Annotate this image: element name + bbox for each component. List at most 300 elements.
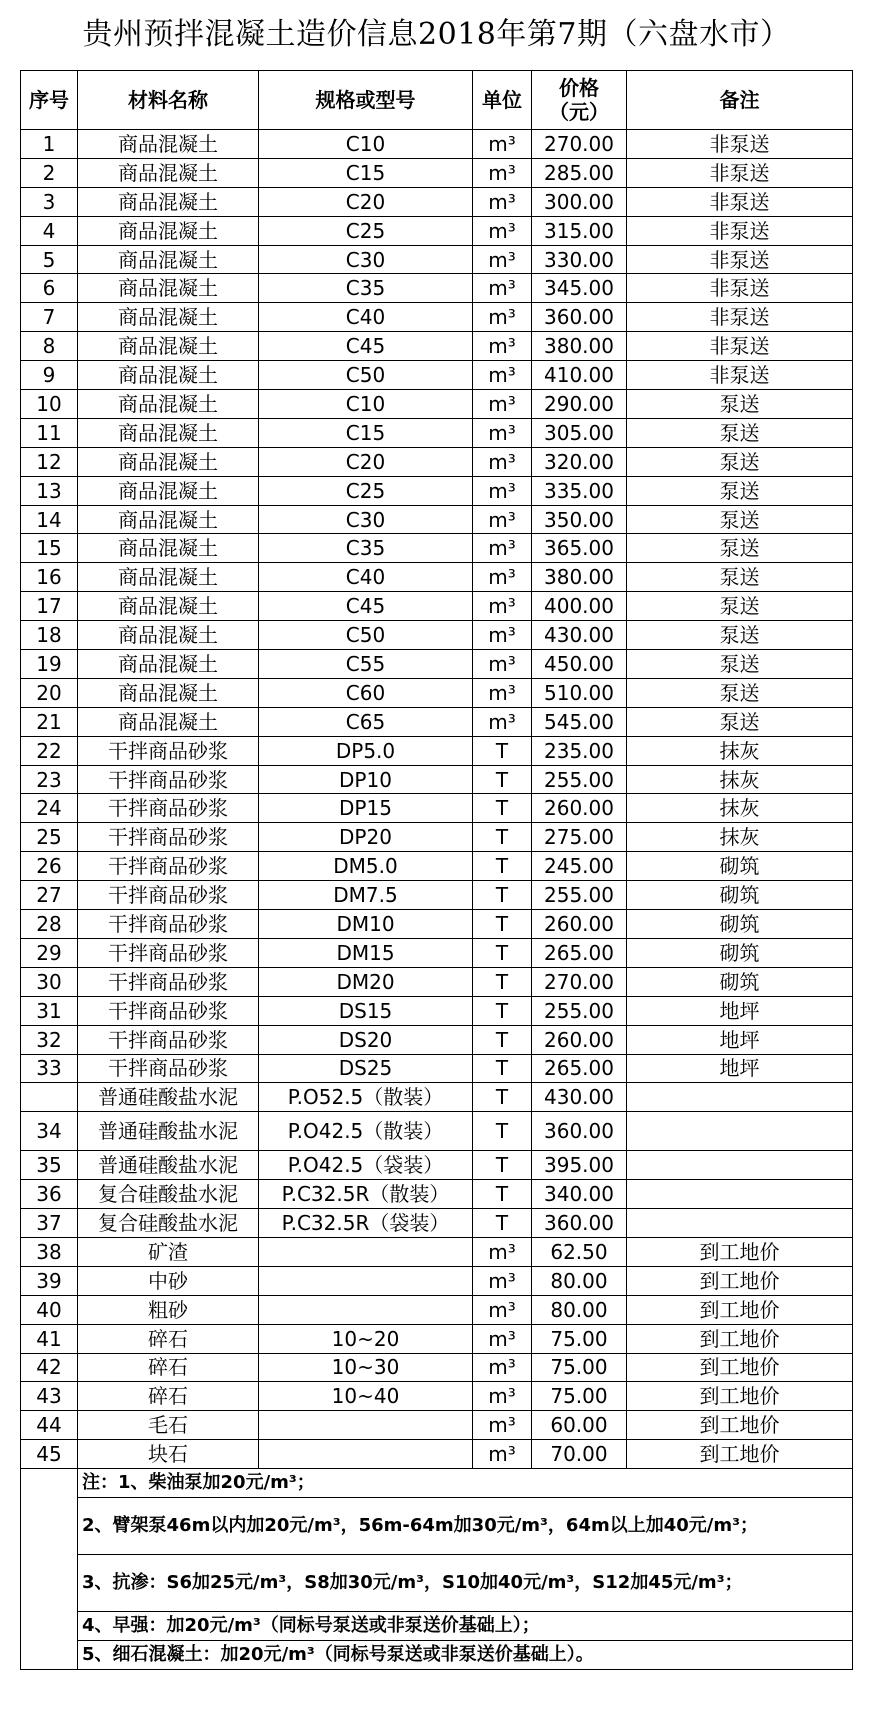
cell-price: 510.00 (532, 678, 627, 707)
cell-seq: 40 (21, 1295, 78, 1324)
cell-seq: 7 (21, 303, 78, 332)
cell-price: 260.00 (532, 910, 627, 939)
table-row (21, 1180, 853, 1209)
cell-unit: m³ (473, 1353, 532, 1382)
price-table (20, 70, 853, 1670)
table-row (21, 650, 853, 679)
cell-price: 305.00 (532, 418, 627, 447)
cell-price: 350.00 (532, 505, 627, 534)
cell-spec: DS25 (259, 1054, 473, 1083)
cell-note: 到工地价 (627, 1411, 853, 1440)
cell-spec: C65 (259, 707, 473, 736)
cell-seq: 31 (21, 996, 78, 1025)
cell-name: 商品混凝土 (78, 390, 259, 419)
cell-price: 410.00 (532, 361, 627, 390)
cell-seq: 15 (21, 534, 78, 563)
table-row (21, 881, 853, 910)
table-row (21, 303, 853, 332)
cell-price: 255.00 (532, 881, 627, 910)
cell-price: 260.00 (532, 794, 627, 823)
cell-seq: 9 (21, 361, 78, 390)
cell-name: 碎石 (78, 1382, 259, 1411)
table-row (21, 707, 853, 736)
table-row (21, 1353, 853, 1382)
cell-price: 265.00 (532, 938, 627, 967)
cell-name: 商品混凝土 (78, 592, 259, 621)
table-row (21, 823, 853, 852)
cell-spec: C25 (259, 216, 473, 245)
cell-name: 商品混凝土 (78, 418, 259, 447)
table-header-row (21, 71, 853, 130)
cell-spec: DS15 (259, 996, 473, 1025)
note-row (21, 1497, 853, 1554)
cell-unit: m³ (473, 1324, 532, 1353)
cell-spec: C35 (259, 274, 473, 303)
table-row (21, 1151, 853, 1180)
table-row (21, 187, 853, 216)
cell-seq: 14 (21, 505, 78, 534)
cell-note: 到工地价 (627, 1324, 853, 1353)
cell-name: 干拌商品砂浆 (78, 996, 259, 1025)
table-row (21, 1324, 853, 1353)
cell-unit: m³ (473, 216, 532, 245)
cell-note: 泵送 (627, 418, 853, 447)
cell-name: 商品混凝土 (78, 707, 259, 736)
cell-name: 干拌商品砂浆 (78, 765, 259, 794)
cell-note (627, 1151, 853, 1180)
cell-spec: P.O42.5（散装） (259, 1112, 473, 1151)
cell-seq: 45 (21, 1440, 78, 1469)
cell-seq: 25 (21, 823, 78, 852)
table-row (21, 967, 853, 996)
cell-note: 砌筑 (627, 852, 853, 881)
cell-note: 到工地价 (627, 1266, 853, 1295)
cell-seq: 37 (21, 1209, 78, 1238)
cell-price: 75.00 (532, 1353, 627, 1382)
cell-spec: DP5.0 (259, 736, 473, 765)
cell-seq: 12 (21, 447, 78, 476)
cell-note: 非泵送 (627, 361, 853, 390)
cell-name: 中砂 (78, 1266, 259, 1295)
cell-name: 商品混凝土 (78, 130, 259, 159)
cell-spec: C20 (259, 187, 473, 216)
note-text: 注：1、柴油泵加20元/m³； (78, 1469, 853, 1498)
cell-spec: DM15 (259, 938, 473, 967)
table-row (21, 390, 853, 419)
cell-unit: T (473, 765, 532, 794)
table-row (21, 274, 853, 303)
table-row (21, 418, 853, 447)
cell-name: 商品混凝土 (78, 534, 259, 563)
table-row (21, 1295, 853, 1324)
cell-price: 400.00 (532, 592, 627, 621)
cell-unit: T (473, 1025, 532, 1054)
cell-note: 非泵送 (627, 274, 853, 303)
cell-unit: m³ (473, 650, 532, 679)
cell-price: 345.00 (532, 274, 627, 303)
cell-unit: m³ (473, 332, 532, 361)
cell-unit: m³ (473, 1411, 532, 1440)
cell-unit: m³ (473, 130, 532, 159)
cell-seq: 44 (21, 1411, 78, 1440)
cell-name: 商品混凝土 (78, 332, 259, 361)
cell-note: 抹灰 (627, 736, 853, 765)
cell-spec: DM5.0 (259, 852, 473, 881)
cell-unit: m³ (473, 245, 532, 274)
table-row (21, 852, 853, 881)
cell-spec: C15 (259, 418, 473, 447)
cell-note: 砌筑 (627, 967, 853, 996)
cell-unit: T (473, 823, 532, 852)
cell-note: 砌筑 (627, 910, 853, 939)
cell-unit: m³ (473, 707, 532, 736)
cell-seq: 24 (21, 794, 78, 823)
table-row (21, 996, 853, 1025)
cell-name: 粗砂 (78, 1295, 259, 1324)
cell-name: 干拌商品砂浆 (78, 1025, 259, 1054)
cell-note: 非泵送 (627, 187, 853, 216)
cell-note: 到工地价 (627, 1237, 853, 1266)
cell-name: 商品混凝土 (78, 678, 259, 707)
cell-unit: T (473, 1209, 532, 1238)
cell-note: 到工地价 (627, 1295, 853, 1324)
cell-price: 395.00 (532, 1151, 627, 1180)
cell-price: 75.00 (532, 1382, 627, 1411)
note-spacer (21, 1554, 78, 1611)
table-row (21, 216, 853, 245)
note-text: 5、细石混凝土：加20元/m³（同标号泵送或非泵送价基础上）。 (78, 1640, 853, 1669)
table-row (21, 938, 853, 967)
cell-note: 泵送 (627, 678, 853, 707)
header-price: 价格（元） (532, 71, 627, 130)
table-row (21, 476, 853, 505)
table-row (21, 794, 853, 823)
cell-spec (259, 1237, 473, 1266)
cell-note: 非泵送 (627, 303, 853, 332)
cell-price: 80.00 (532, 1295, 627, 1324)
note-text: 4、早强：加20元/m³（同标号泵送或非泵送价基础上）； (78, 1611, 853, 1640)
header-spec: 规格或型号 (259, 71, 473, 130)
cell-note (627, 1083, 853, 1112)
cell-seq (21, 1083, 78, 1112)
cell-note: 泵送 (627, 650, 853, 679)
cell-name: 复合硅酸盐水泥 (78, 1209, 259, 1238)
cell-price: 360.00 (532, 303, 627, 332)
cell-note: 泵送 (627, 707, 853, 736)
cell-price: 545.00 (532, 707, 627, 736)
cell-name: 干拌商品砂浆 (78, 910, 259, 939)
cell-unit: T (473, 938, 532, 967)
cell-name: 普通硅酸盐水泥 (78, 1083, 259, 1112)
cell-seq: 10 (21, 390, 78, 419)
table-row (21, 736, 853, 765)
cell-price: 365.00 (532, 534, 627, 563)
cell-unit: m³ (473, 678, 532, 707)
cell-price: 450.00 (532, 650, 627, 679)
cell-price: 320.00 (532, 447, 627, 476)
cell-note: 泵送 (627, 563, 853, 592)
table-row (21, 1025, 853, 1054)
cell-spec (259, 1411, 473, 1440)
note-spacer (21, 1611, 78, 1640)
cell-price: 270.00 (532, 130, 627, 159)
cell-note: 抹灰 (627, 765, 853, 794)
cell-note: 非泵送 (627, 245, 853, 274)
cell-seq: 35 (21, 1151, 78, 1180)
cell-seq: 2 (21, 158, 78, 187)
cell-spec: C45 (259, 592, 473, 621)
cell-price: 62.50 (532, 1237, 627, 1266)
cell-price: 270.00 (532, 967, 627, 996)
cell-spec: C15 (259, 158, 473, 187)
cell-spec: P.O52.5（散装） (259, 1083, 473, 1112)
cell-name: 干拌商品砂浆 (78, 736, 259, 765)
cell-unit: T (473, 1083, 532, 1112)
cell-price: 300.00 (532, 187, 627, 216)
cell-name: 商品混凝土 (78, 505, 259, 534)
table-row (21, 1440, 853, 1469)
note-row (21, 1554, 853, 1611)
cell-spec: DP20 (259, 823, 473, 852)
cell-seq: 30 (21, 967, 78, 996)
cell-seq: 32 (21, 1025, 78, 1054)
cell-spec: P.C32.5R（散装） (259, 1180, 473, 1209)
cell-spec: C10 (259, 130, 473, 159)
cell-spec: C45 (259, 332, 473, 361)
cell-unit: T (473, 1054, 532, 1083)
cell-note (627, 1112, 853, 1151)
cell-unit: m³ (473, 1382, 532, 1411)
cell-seq: 16 (21, 563, 78, 592)
cell-price: 360.00 (532, 1112, 627, 1151)
header-unit: 单位 (473, 71, 532, 130)
cell-name: 复合硅酸盐水泥 (78, 1180, 259, 1209)
cell-name: 普通硅酸盐水泥 (78, 1151, 259, 1180)
note-row (21, 1640, 853, 1669)
cell-unit: m³ (473, 1237, 532, 1266)
table-row (21, 910, 853, 939)
cell-unit: m³ (473, 1295, 532, 1324)
cell-seq: 5 (21, 245, 78, 274)
cell-spec: 10~20 (259, 1324, 473, 1353)
table-row (21, 765, 853, 794)
cell-seq: 21 (21, 707, 78, 736)
cell-note (627, 1209, 853, 1238)
cell-name: 干拌商品砂浆 (78, 823, 259, 852)
cell-unit: T (473, 794, 532, 823)
cell-spec: P.O42.5（袋装） (259, 1151, 473, 1180)
cell-note: 抹灰 (627, 823, 853, 852)
cell-name: 商品混凝土 (78, 447, 259, 476)
cell-unit: T (473, 1112, 532, 1151)
note-row (21, 1611, 853, 1640)
cell-note: 抹灰 (627, 794, 853, 823)
cell-note: 泵送 (627, 447, 853, 476)
cell-seq: 36 (21, 1180, 78, 1209)
cell-spec: 10~40 (259, 1382, 473, 1411)
cell-price: 430.00 (532, 1083, 627, 1112)
cell-note: 到工地价 (627, 1440, 853, 1469)
cell-unit: m³ (473, 390, 532, 419)
cell-unit: m³ (473, 303, 532, 332)
cell-seq: 17 (21, 592, 78, 621)
cell-spec: P.C32.5R（袋装） (259, 1209, 473, 1238)
cell-name: 商品混凝土 (78, 361, 259, 390)
cell-spec (259, 1440, 473, 1469)
cell-price: 275.00 (532, 823, 627, 852)
note-spacer (21, 1469, 78, 1498)
cell-name: 商品混凝土 (78, 476, 259, 505)
cell-unit: T (473, 910, 532, 939)
cell-unit: T (473, 1180, 532, 1209)
note-spacer (21, 1640, 78, 1669)
cell-spec: C30 (259, 245, 473, 274)
table-row (21, 447, 853, 476)
cell-price: 245.00 (532, 852, 627, 881)
table-row (21, 1054, 853, 1083)
cell-spec: DP10 (259, 765, 473, 794)
cell-seq: 18 (21, 621, 78, 650)
cell-note: 泵送 (627, 505, 853, 534)
cell-unit: T (473, 996, 532, 1025)
cell-unit: m³ (473, 621, 532, 650)
cell-price: 235.00 (532, 736, 627, 765)
cell-seq: 6 (21, 274, 78, 303)
cell-unit: m³ (473, 1440, 532, 1469)
cell-price: 265.00 (532, 1054, 627, 1083)
cell-name: 矿渣 (78, 1237, 259, 1266)
cell-name: 商品混凝土 (78, 245, 259, 274)
cell-unit: m³ (473, 274, 532, 303)
table-row (21, 332, 853, 361)
cell-price: 380.00 (532, 332, 627, 361)
cell-price: 335.00 (532, 476, 627, 505)
header-note: 备注 (627, 71, 853, 130)
cell-price: 330.00 (532, 245, 627, 274)
cell-price: 75.00 (532, 1324, 627, 1353)
cell-note: 泵送 (627, 534, 853, 563)
cell-unit: m³ (473, 592, 532, 621)
cell-seq: 26 (21, 852, 78, 881)
cell-name: 商品混凝土 (78, 274, 259, 303)
cell-note: 砌筑 (627, 881, 853, 910)
table-row (21, 678, 853, 707)
table-row (21, 1112, 853, 1151)
cell-name: 商品混凝土 (78, 650, 259, 679)
cell-note: 泵送 (627, 621, 853, 650)
cell-unit: T (473, 967, 532, 996)
cell-unit: T (473, 852, 532, 881)
cell-note: 砌筑 (627, 938, 853, 967)
note-row (21, 1469, 853, 1498)
table-row (21, 130, 853, 159)
cell-note: 非泵送 (627, 332, 853, 361)
cell-unit: m³ (473, 534, 532, 563)
cell-spec (259, 1266, 473, 1295)
cell-unit: T (473, 1151, 532, 1180)
cell-name: 商品混凝土 (78, 621, 259, 650)
cell-unit: m³ (473, 187, 532, 216)
cell-spec: C40 (259, 563, 473, 592)
table-row (21, 505, 853, 534)
cell-name: 干拌商品砂浆 (78, 938, 259, 967)
note-spacer (21, 1497, 78, 1554)
cell-name: 干拌商品砂浆 (78, 794, 259, 823)
cell-price: 360.00 (532, 1209, 627, 1238)
cell-unit: m³ (473, 418, 532, 447)
cell-note: 地坪 (627, 1025, 853, 1054)
cell-spec: C35 (259, 534, 473, 563)
cell-price: 290.00 (532, 390, 627, 419)
cell-seq: 13 (21, 476, 78, 505)
cell-unit: m³ (473, 1266, 532, 1295)
cell-price: 315.00 (532, 216, 627, 245)
cell-note: 泵送 (627, 476, 853, 505)
cell-unit: m³ (473, 563, 532, 592)
cell-unit: m³ (473, 476, 532, 505)
cell-note: 非泵送 (627, 158, 853, 187)
cell-seq: 41 (21, 1324, 78, 1353)
cell-spec: C40 (259, 303, 473, 332)
cell-price: 285.00 (532, 158, 627, 187)
header-name: 材料名称 (78, 71, 259, 130)
table-row (21, 1083, 853, 1112)
cell-seq: 29 (21, 938, 78, 967)
cell-seq: 20 (21, 678, 78, 707)
cell-seq: 11 (21, 418, 78, 447)
cell-name: 干拌商品砂浆 (78, 881, 259, 910)
cell-name: 毛石 (78, 1411, 259, 1440)
cell-unit: T (473, 736, 532, 765)
cell-spec: C50 (259, 621, 473, 650)
table-row (21, 245, 853, 274)
cell-name: 商品混凝土 (78, 158, 259, 187)
cell-spec: C50 (259, 361, 473, 390)
table-row (21, 592, 853, 621)
cell-name: 碎石 (78, 1324, 259, 1353)
table-row (21, 361, 853, 390)
cell-price: 80.00 (532, 1266, 627, 1295)
cell-price: 380.00 (532, 563, 627, 592)
table-row (21, 1237, 853, 1266)
cell-price: 255.00 (532, 765, 627, 794)
cell-seq: 4 (21, 216, 78, 245)
cell-price: 260.00 (532, 1025, 627, 1054)
cell-spec: C55 (259, 650, 473, 679)
cell-spec: C60 (259, 678, 473, 707)
cell-seq: 42 (21, 1353, 78, 1382)
cell-unit: T (473, 881, 532, 910)
table-row (21, 534, 853, 563)
cell-note: 非泵送 (627, 216, 853, 245)
cell-seq: 19 (21, 650, 78, 679)
cell-name: 干拌商品砂浆 (78, 967, 259, 996)
cell-seq: 33 (21, 1054, 78, 1083)
cell-seq: 39 (21, 1266, 78, 1295)
cell-name: 普通硅酸盐水泥 (78, 1112, 259, 1151)
cell-spec: C10 (259, 390, 473, 419)
table-row (21, 563, 853, 592)
table-row (21, 621, 853, 650)
cell-price: 255.00 (532, 996, 627, 1025)
cell-name: 干拌商品砂浆 (78, 852, 259, 881)
cell-price: 430.00 (532, 621, 627, 650)
cell-spec (259, 1295, 473, 1324)
table-row (21, 1382, 853, 1411)
cell-spec: C20 (259, 447, 473, 476)
cell-spec: 10~30 (259, 1353, 473, 1382)
cell-seq: 34 (21, 1112, 78, 1151)
